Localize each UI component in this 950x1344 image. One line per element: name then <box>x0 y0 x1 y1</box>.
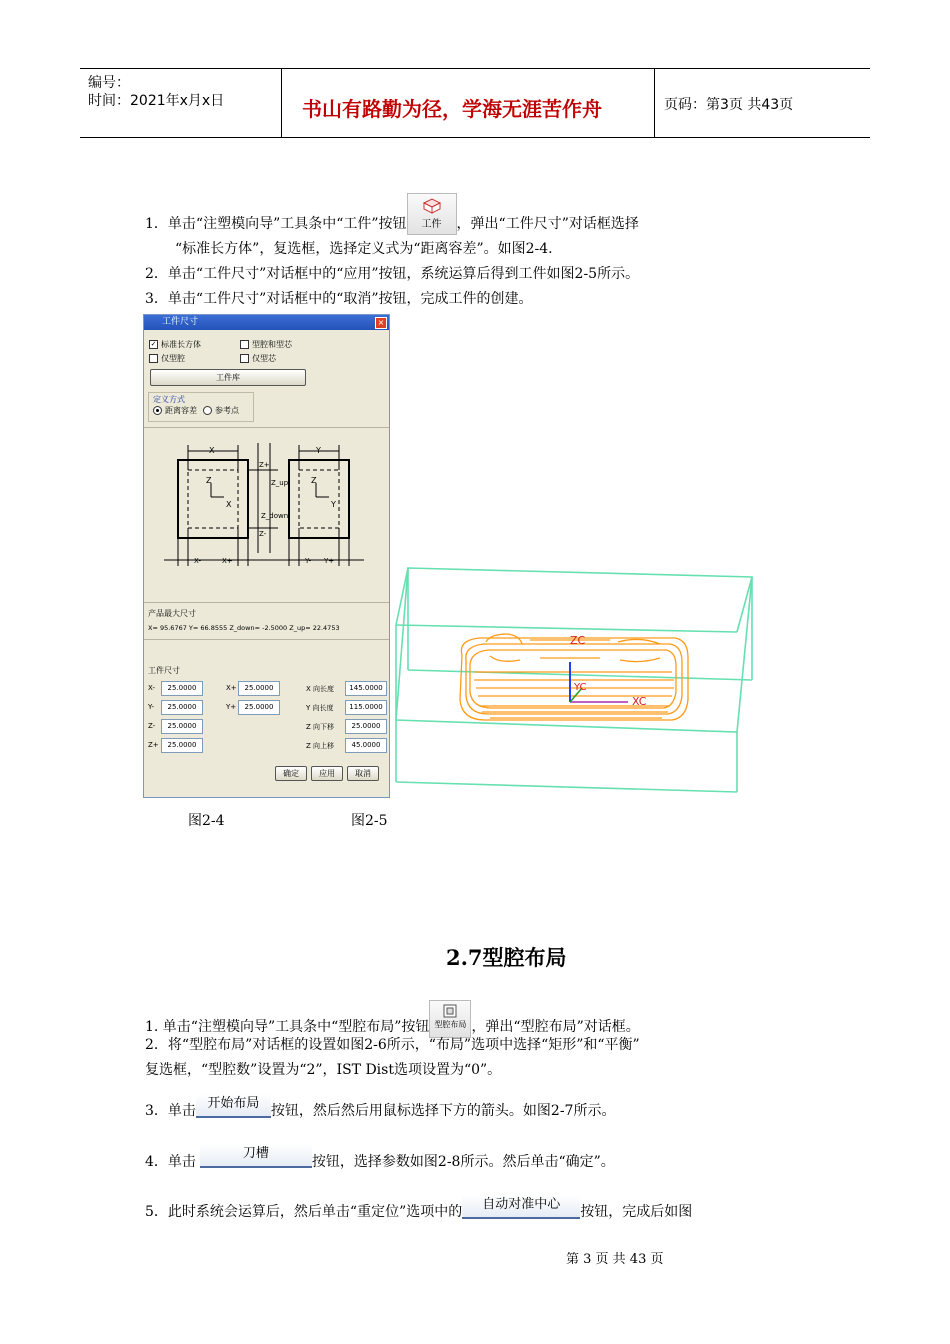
checkbox-cav-core-label: 型腔和型芯 <box>252 340 292 349</box>
checkbox-cav-only[interactable] <box>149 353 185 364</box>
radio-reference[interactable] <box>203 405 239 416</box>
field-xlen[interactable]: 145.0000 <box>345 681 387 696</box>
checkbox-cav-core[interactable] <box>240 339 292 350</box>
step-2-line: 2．单击“工件尺寸”对话框中的“应用”按钮，系统运算后得到工件如图2-5所示。 <box>145 266 640 282</box>
field-ylen[interactable]: 115.0000 <box>345 700 387 715</box>
diag-axis-y: Y <box>331 500 336 509</box>
cavity-layout-icon <box>442 1003 458 1019</box>
diag-xminus-label: X- <box>194 557 201 565</box>
b-step-3-line <box>145 1096 616 1123</box>
divider <box>144 427 389 428</box>
diag-zdown-label: Z_down <box>261 512 289 520</box>
section-heading: 2.7型腔布局 <box>446 945 567 970</box>
field-label-zdown: Z 向下移 <box>306 723 335 731</box>
header-divider <box>281 69 282 137</box>
field-yminus[interactable]: 25.0000 <box>161 700 203 715</box>
dialog-title: 工件尺寸 <box>162 317 199 327</box>
ok-button[interactable]: 确定 <box>275 766 307 781</box>
checkbox-cav-only-label: 仅型腔 <box>161 354 185 363</box>
checkbox-core-only[interactable] <box>240 353 276 364</box>
b-step-5-line <box>145 1197 693 1224</box>
pocket-button[interactable]: 刀槽 <box>200 1144 312 1168</box>
cancel-button[interactable]: 取消 <box>347 766 379 781</box>
field-label-yplus: Y+ <box>226 703 237 711</box>
page-footer: 第 3 页 共 43 页 <box>566 1252 664 1267</box>
header-motto: 书山有路勤为径，学海无涯苦作舟 <box>302 97 602 121</box>
b-step-1-text-b: ，弹出“型腔布局”对话框。 <box>471 1019 640 1035</box>
product-max-label: 产品最大尺寸 <box>148 609 196 618</box>
diag-zup-label: Z_up <box>271 479 289 487</box>
close-icon[interactable]: × <box>375 317 387 329</box>
b-step-5-text-b: 按钮，完成后如图 <box>580 1204 693 1220</box>
field-label-zminus: Z- <box>148 722 156 730</box>
cavity-layout-tool-icon <box>429 1000 471 1038</box>
diag-y-label: Y <box>316 446 321 455</box>
workpiece-size-dialog <box>143 314 390 798</box>
diag-axis-z-right: Z <box>311 476 317 485</box>
divider <box>144 639 389 640</box>
axis-yc-label: YC <box>574 682 587 693</box>
header-divider <box>654 69 655 137</box>
page-header <box>80 68 870 138</box>
b-step-1-text-a: 1. 单击“注塑模向导”工具条中“型腔布局”按钮 <box>145 1019 430 1035</box>
diag-zplus-label: Z+ <box>259 461 270 469</box>
start-layout-button[interactable]: 开始布局 <box>196 1094 271 1118</box>
workpiece-tool-icon <box>407 193 457 235</box>
step-1-text-a: 1．单击“注塑模向导”工具条中“工件”按钮 <box>145 216 407 232</box>
b-step-4-text-b: 按钮，选择参数如图2-8所示。然后单击“确定”。 <box>311 1154 615 1170</box>
workpiece-library-button[interactable]: 工件库 <box>150 369 306 386</box>
field-yplus[interactable]: 25.0000 <box>238 700 280 715</box>
field-label-zplus: Z+ <box>148 741 159 749</box>
radio-reference-label: 参考点 <box>215 406 239 415</box>
field-xplus[interactable]: 25.0000 <box>238 681 280 696</box>
b-step-5-text-a: 5．此时系统会运算后，然后单击“重定位”选项中的 <box>145 1204 463 1220</box>
b-step-2-line: 2．将“型腔布局”对话框的设置如图2-6所示，“布局”选项中选择“矩形”和“平衡” <box>145 1037 640 1053</box>
checkbox-core-only-label: 仅型芯 <box>252 354 276 363</box>
work-size-label: 工件尺寸 <box>148 666 180 675</box>
field-xminus[interactable]: 25.0000 <box>161 681 203 696</box>
diag-yplus-label: Y+ <box>324 557 335 565</box>
header-time-label: 时间：2021年x月x日 <box>88 93 225 109</box>
figure-2-5-caption: 图2-5 <box>351 813 388 829</box>
workpiece-3d-view <box>390 560 760 800</box>
diag-axis-x: X <box>226 500 232 509</box>
b-step-4-line <box>145 1146 615 1174</box>
header-page-info: 页码：第3页 共43页 <box>664 97 794 113</box>
checkbox-std-box-label: 标准长方体 <box>161 340 201 349</box>
product-max-values: X= 95.6767 Y= 66.8555 Z_down= -2.5000 Z_up= 22.4753 <box>148 624 340 632</box>
field-label-xlen: X 向长度 <box>306 685 335 693</box>
field-zdown[interactable]: 25.0000 <box>345 719 387 734</box>
header-number-label: 编号： <box>88 75 130 91</box>
dialog-title-bar <box>144 315 389 330</box>
field-zminus[interactable]: 25.0000 <box>161 719 203 734</box>
cavity-layout-icon-label: 型腔布局 <box>434 1020 467 1029</box>
define-method-group <box>148 392 254 422</box>
field-label-xplus: X+ <box>226 684 237 692</box>
field-label-xminus: X- <box>148 684 155 692</box>
auto-center-button[interactable]: 自动对准中心 <box>462 1195 580 1219</box>
field-label-zup: Z 向上移 <box>306 742 335 750</box>
diag-zminus-label: Z- <box>259 530 267 538</box>
apply-button[interactable]: 应用 <box>311 766 343 781</box>
b-step-3-text-a: 3．单击 <box>145 1103 196 1119</box>
field-label-yminus: Y- <box>148 703 154 711</box>
field-zplus[interactable]: 25.0000 <box>161 738 203 753</box>
field-zup[interactable]: 45.0000 <box>345 738 387 753</box>
define-method-label: 定义方式 <box>153 395 185 404</box>
b-step-4-text-a: 4．单击 <box>145 1154 196 1170</box>
figure-2-4-caption: 图2-4 <box>188 813 225 829</box>
workpiece-cube-icon <box>421 197 443 215</box>
diag-yminus-label: Y- <box>305 557 311 565</box>
field-label-ylen: Y 向长度 <box>306 704 334 712</box>
dimension-diagram <box>144 433 389 573</box>
checkbox-std-box[interactable]: ✓ 标准长方体 <box>150 340 201 349</box>
b-step-2-continued: 复选框，“型腔数”设置为“2”，IST Dist选项设置为“0”。 <box>145 1062 502 1078</box>
radio-distance-label: 距离容差 <box>165 406 197 415</box>
axis-xc-label: XC <box>632 695 647 708</box>
workpiece-icon-label: 工件 <box>421 219 442 230</box>
step-3-line: 3．单击“工件尺寸”对话框中的“取消”按钮，完成工件的创建。 <box>145 291 533 307</box>
divider <box>144 602 389 603</box>
axis-zc-label: ZC <box>570 634 586 647</box>
radio-distance[interactable] <box>153 405 197 416</box>
diag-xplus-label: X+ <box>222 557 233 565</box>
diag-axis-z-left: Z <box>206 476 212 485</box>
step-1-text-b: ，弹出“工件尺寸”对话框选择 <box>456 216 639 232</box>
b-step-3-text-b: 按钮，然后然后用鼠标选择下方的箭头。如图2-7所示。 <box>270 1103 616 1119</box>
diag-x-label: X <box>209 446 215 455</box>
step-1-continued: “标准长方体”，复选框，选择定义式为“距离容差”。如图2-4. <box>175 241 553 257</box>
